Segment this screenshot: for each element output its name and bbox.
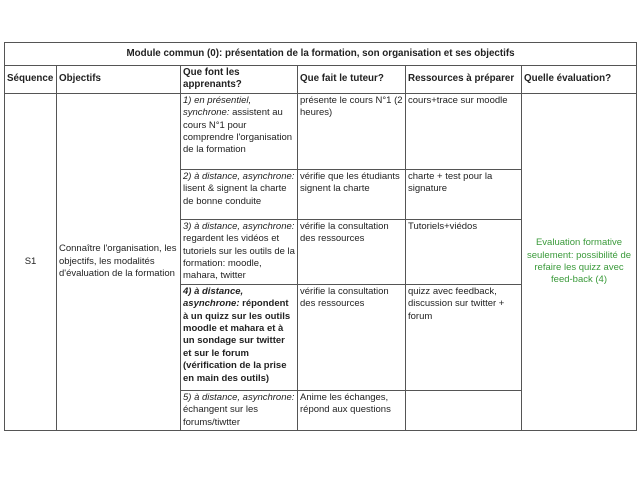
header-ressources: Ressources à préparer (406, 66, 522, 94)
ressources-cell: charte + test pour la signature (406, 169, 522, 219)
header-objectifs: Objectifs (57, 66, 181, 94)
table-row (5, 93, 637, 169)
apprenant-text: assistent au cours N°1 pour comprendre l'organisation de la formation (183, 107, 293, 156)
apprenant-mode: 1) en présentiel, synchrone: (183, 94, 252, 119)
tuteur-cell: Anime les échanges, répond aux questions (298, 390, 406, 430)
apprenant-cell (181, 284, 298, 390)
apprenant-mode: 5) à distance, asynchrone: (183, 391, 295, 403)
header-evaluation: Quelle évaluation? (522, 66, 637, 94)
apprenant-mode: 2) à distance, asynchrone: (183, 170, 295, 182)
header-tuteur: Que fait le tuteur? (298, 66, 406, 94)
evaluation-cell: Evaluation formative seulement: possibilité de refaire les quizz avec feed-back (4) (522, 93, 637, 430)
apprenant-cell (181, 219, 298, 284)
apprenant-text: répondent à un quizz sur les outils moodle et mahara et à un sondage sur twitter et sur le forum (vérification de la prise en main des outils) (183, 298, 291, 384)
apprenant-cell (181, 390, 298, 430)
apprenant-cell (181, 93, 298, 169)
tuteur-cell: vérifie la consultation des ressources (298, 284, 406, 390)
ressources-cell (406, 390, 522, 430)
header-sequence: Séquence (5, 66, 57, 94)
tuteur-cell: présente le cours N°1 (2 heures) (298, 93, 406, 169)
apprenant-cell (181, 169, 298, 219)
ressources-cell: cours+trace sur moodle (406, 93, 522, 169)
apprenant-text: échangent sur les forums/tiwtter (183, 404, 258, 428)
ressources-cell: quizz avec feedback, discussion sur twitter + forum (406, 284, 522, 390)
header-row (5, 66, 637, 94)
objectifs-cell: Connaître l'organisation, les objectifs, les modalités d'évaluation de la formation (57, 93, 181, 430)
tuteur-cell: vérifie que les étudiants signent la charte (298, 169, 406, 219)
header-apprenants: Que font les apprenants? (181, 66, 298, 94)
sequence-cell: S1 (5, 93, 57, 430)
apprenant-text: lisent & signent la charte de bonne conduite (183, 183, 287, 207)
course-table (4, 42, 637, 431)
tuteur-cell: vérifie la consultation des ressources (298, 219, 406, 284)
apprenant-text: regardent les vidéos et tutoriels sur les outils de la formation: moodle, mahara, twitter (183, 233, 295, 282)
apprenant-mode: 3) à distance, asynchrone: (183, 220, 295, 232)
apprenant-mode: 4) à distance, asynchrone: (183, 285, 244, 310)
module-title: Module commun (0): présentation de la formation, son organisation et ses objectifs (5, 43, 637, 66)
ressources-cell: Tutoriels+viédos (406, 219, 522, 284)
